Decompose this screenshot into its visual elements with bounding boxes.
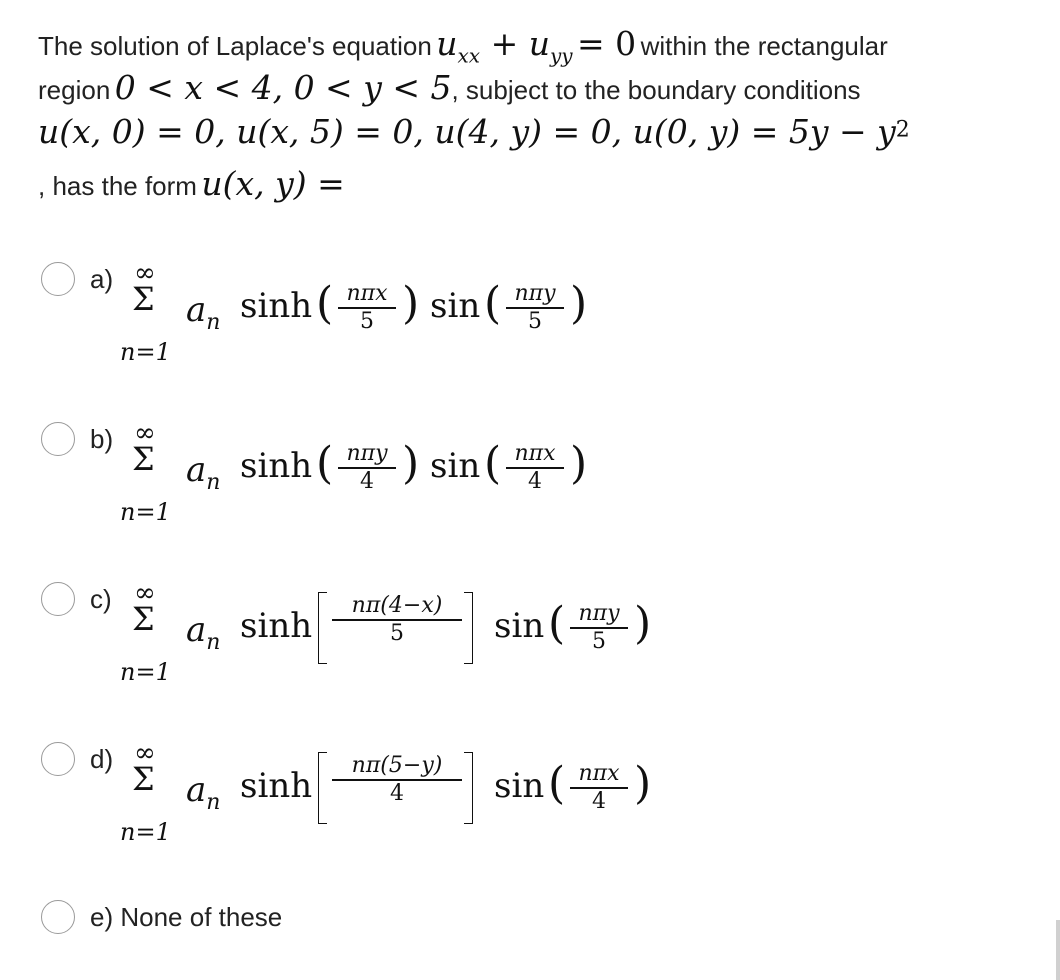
question-line-1: The solution of Laplace's equation $u_{xx} + u_{yy} = 0$ within the rectangular bbox=[38, 24, 888, 68]
laplace-term: $u_{xx} + u_{yy}$ bbox=[436, 24, 573, 68]
question-line-2: region 0 < x < 4, 0 < y < 5, subject to the boundary conditions bbox=[38, 68, 861, 107]
formula-a: ∞ Σ n=1 $a_n$ sinh ( nπx 5 ) sin ( nπy 5 ) bbox=[120, 258, 588, 366]
formula-b: ∞ Σ n=1 $a_n$ sinh ( nπy 4 ) sin ( nπx 4 ) bbox=[120, 418, 588, 526]
formula-d: ∞ Σ n=1 $a_n$ sinh nπ(5−y) 4 sin ( nπx 4 ) bbox=[120, 738, 652, 846]
radio-d[interactable] bbox=[41, 742, 75, 776]
boundary-conditions: u(x, 0) = 0, u(x, 5) = 0, u(4, y) = 0, u(0, y) = 5y − y bbox=[38, 112, 896, 151]
scrollbar[interactable] bbox=[1056, 920, 1060, 980]
region-math: 0 < x < 4, 0 < y < 5 bbox=[114, 68, 452, 107]
option-e-text: None of these bbox=[120, 902, 283, 932]
radio-a[interactable] bbox=[41, 262, 75, 296]
question-line-4: , has the form u(x, y) = bbox=[38, 164, 345, 203]
radio-e[interactable] bbox=[41, 900, 75, 934]
question-line-3: u(x, 0) = 0, u(x, 5) = 0, u(4, y) = 0, u(0, $y) = 5y - y^2$ bbox=[38, 112, 910, 151]
radio-b[interactable] bbox=[41, 422, 75, 456]
radio-c[interactable] bbox=[41, 582, 75, 616]
formula-c: ∞ Σ n=1 $a_n$ sinh nπ(4−x) 5 sin ( nπy 5 ) bbox=[120, 578, 652, 686]
